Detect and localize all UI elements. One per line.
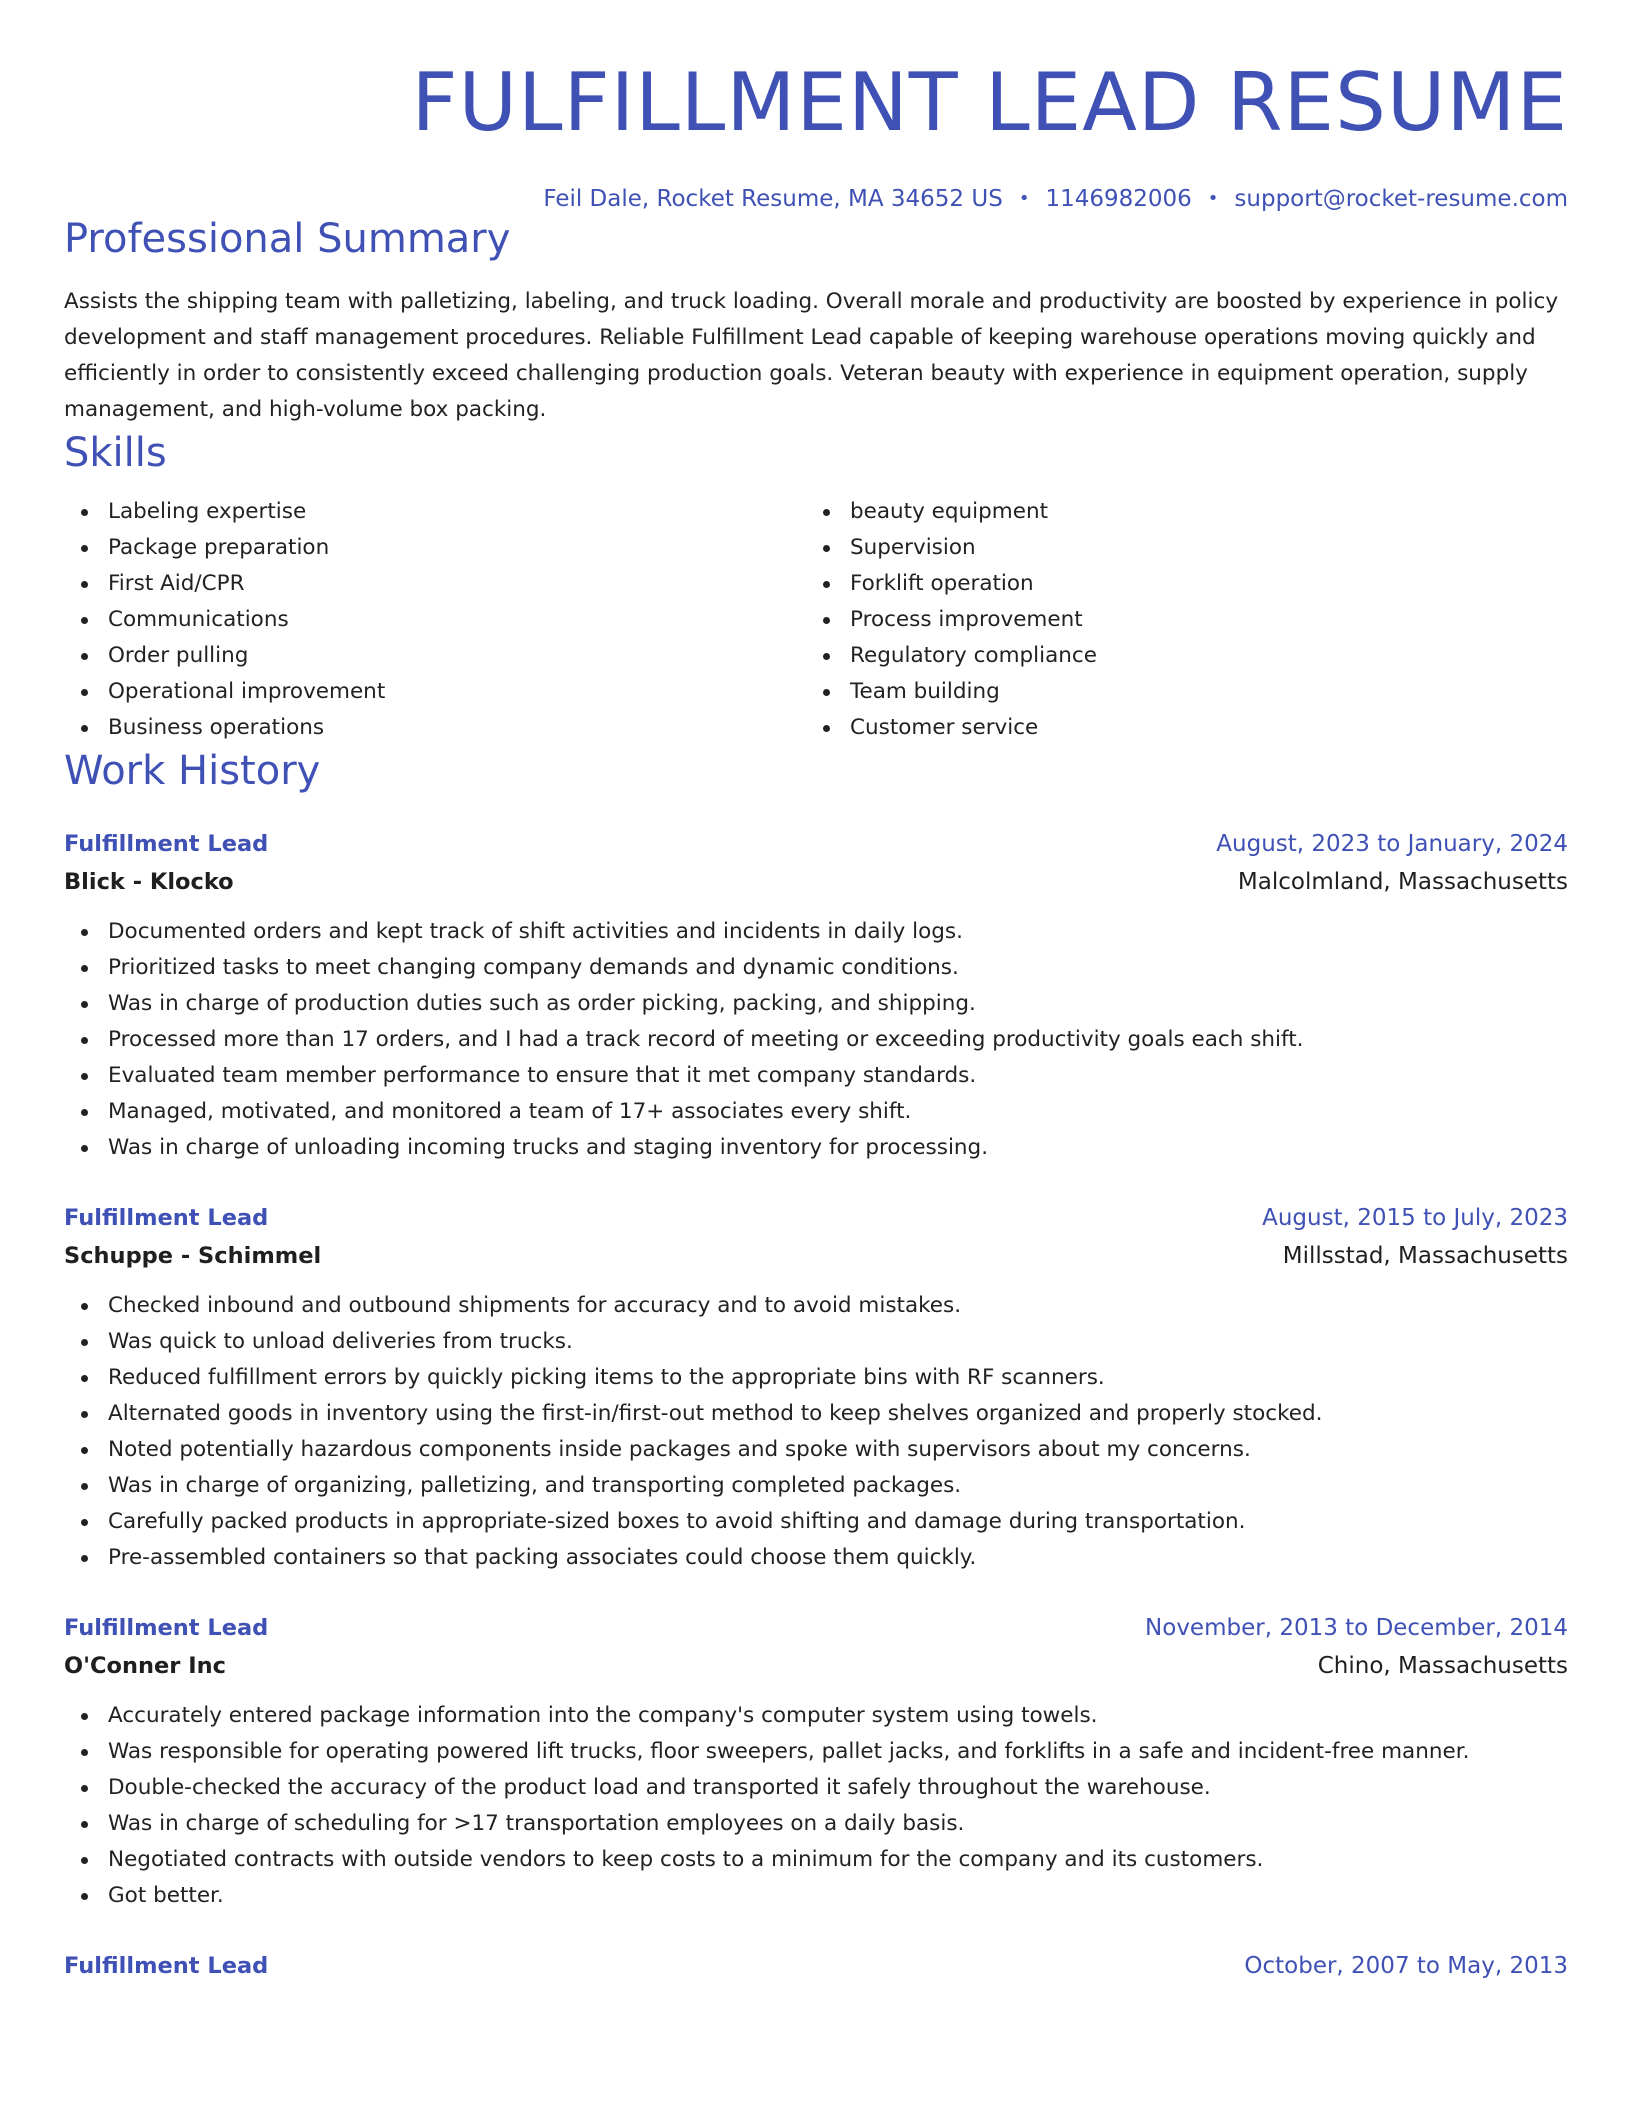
job-company-row (64, 1236, 1568, 1276)
job-bullet: Was in charge of unloading incoming trucks and staging inventory for processing. (64, 1130, 1568, 1166)
job-entry (64, 1948, 1568, 1984)
job-company: O'Conner Inc (64, 1653, 226, 1679)
job-company-row (64, 862, 1568, 902)
skill-item: beauty equipment (806, 494, 1548, 530)
job-company: Schuppe - Schimmel (64, 1243, 322, 1269)
job-bullet: Alternated goods in inventory using the first-in/first-out method to keep shelves organized and properly stocked. (64, 1396, 1568, 1432)
job-location: Malcolmland, Massachusetts (1237, 869, 1568, 895)
resume-title: FULFILLMENT LEAD RESUME (411, 56, 1568, 149)
job-title: Fulfillment Lead (64, 1615, 269, 1641)
skill-item: First Aid/CPR (64, 566, 806, 602)
job-location: Chino, Massachusetts (1317, 1653, 1568, 1679)
job-dates: October, 2007 to May, 2013 (1244, 1953, 1568, 1979)
job-bullet: Prioritized tasks to meet changing company demands and dynamic conditions. (64, 950, 1568, 986)
job-bullet: Was responsible for operating powered lift trucks, floor sweepers, pallet jacks, and forklifts in a safe and incident-free manner. (64, 1734, 1568, 1770)
job-bullet: Documented orders and kept track of shift activities and incidents in daily logs. (64, 914, 1568, 950)
job-dates: August, 2023 to January, 2024 (1216, 831, 1568, 857)
job-bullet: Reduced fulfillment errors by quickly picking items to the appropriate bins with RF scanners. (64, 1360, 1568, 1396)
job-bullet: Was in charge of scheduling for >17 transportation employees on a daily basis. (64, 1806, 1568, 1842)
job-company: Blick - Klocko (64, 869, 234, 895)
skill-item: Customer service (806, 710, 1548, 746)
job-title: Fulfillment Lead (64, 1953, 269, 1979)
professional-summary-heading: Professional Summary (64, 216, 511, 262)
job-location: Millsstad, Massachusetts (1282, 1243, 1568, 1269)
job-entry (64, 1610, 1568, 1914)
job-title-row (64, 826, 1568, 862)
job-bullet: Pre-assembled containers so that packing associates could choose them quickly. (64, 1540, 1568, 1576)
job-bullet: Negotiated contracts with outside vendors to keep costs to a minimum for the company and its customers. (64, 1842, 1568, 1878)
contact-phone: 1146982006 (1045, 186, 1192, 212)
contact-address: Feil Dale, Rocket Resume, MA 34652 US (543, 186, 1003, 212)
job-entry (64, 826, 1568, 1166)
skills-left-list (64, 494, 806, 746)
job-bullet: Double-checked the accuracy of the product load and transported it safely throughout the warehouse. (64, 1770, 1568, 1806)
job-bullet: Processed more than 17 orders, and I had a track record of meeting or exceeding productivity goals each shift. (64, 1022, 1568, 1058)
job-title: Fulfillment Lead (64, 831, 269, 857)
job-title-row (64, 1610, 1568, 1646)
job-title-row (64, 1200, 1568, 1236)
skill-item: Business operations (64, 710, 806, 746)
skill-item: Supervision (806, 530, 1548, 566)
skill-item: Labeling expertise (64, 494, 806, 530)
job-bullet: Carefully packed products in appropriate-sized boxes to avoid shifting and damage during transportation. (64, 1504, 1568, 1540)
job-bullet: Noted potentially hazardous components inside packages and spoke with supervisors about my concerns. (64, 1432, 1568, 1468)
job-title-row (64, 1948, 1568, 1984)
skills-heading: Skills (64, 430, 167, 476)
professional-summary-text: Assists the shipping team with palletizing, labeling, and truck loading. Overall morale and productivity are boosted by experience in policy development and staff management procedures. Reliable Fulfillment Lead capable of keeping warehouse operations moving quickly and efficiently in order to consistently exceed challenging production goals. Veteran beauty with experience in equipment operation, supply management, and high-volume box packing. (64, 289, 1559, 422)
job-company-row (64, 1646, 1568, 1686)
job-bullets (64, 1288, 1568, 1576)
contact-email: support@rocket-resume.com (1234, 186, 1568, 212)
job-bullet: Was in charge of production duties such as order picking, packing, and shipping. (64, 986, 1568, 1022)
skill-item: Forklift operation (806, 566, 1548, 602)
job-dates: August, 2015 to July, 2023 (1262, 1205, 1568, 1231)
resume-page (64, 0, 1568, 1984)
job-bullets (64, 1698, 1568, 1914)
job-bullet: Managed, motivated, and monitored a team of 17+ associates every shift. (64, 1094, 1568, 1130)
job-bullet: Got better. (64, 1878, 1568, 1914)
contact-separator: • (1018, 188, 1030, 209)
job-entry (64, 1200, 1568, 1576)
skills-right-list (806, 494, 1548, 746)
job-bullet: Was quick to unload deliveries from trucks. (64, 1324, 1568, 1360)
skill-item: Communications (64, 602, 806, 638)
job-bullet: Evaluated team member performance to ensure that it met company standards. (64, 1058, 1568, 1094)
job-bullet: Accurately entered package information into the company's computer system using towels. (64, 1698, 1568, 1734)
skill-item: Team building (806, 674, 1548, 710)
job-bullet: Checked inbound and outbound shipments for accuracy and to avoid mistakes. (64, 1288, 1568, 1324)
job-title: Fulfillment Lead (64, 1205, 269, 1231)
skill-item: Package preparation (64, 530, 806, 566)
work-history-list (64, 826, 1568, 1984)
work-history-heading: Work History (64, 748, 321, 794)
skills-columns (64, 494, 1568, 746)
contact-separator: • (1207, 188, 1219, 209)
skill-item: Process improvement (806, 602, 1548, 638)
job-bullet: Was in charge of organizing, palletizing, and transporting completed packages. (64, 1468, 1568, 1504)
skill-item: Order pulling (64, 638, 806, 674)
resume-header (64, 0, 1568, 214)
skill-item: Regulatory compliance (806, 638, 1548, 674)
job-dates: November, 2013 to December, 2014 (1145, 1615, 1568, 1641)
contact-line (64, 184, 1568, 214)
skill-item: Operational improvement (64, 674, 806, 710)
job-bullets (64, 914, 1568, 1166)
